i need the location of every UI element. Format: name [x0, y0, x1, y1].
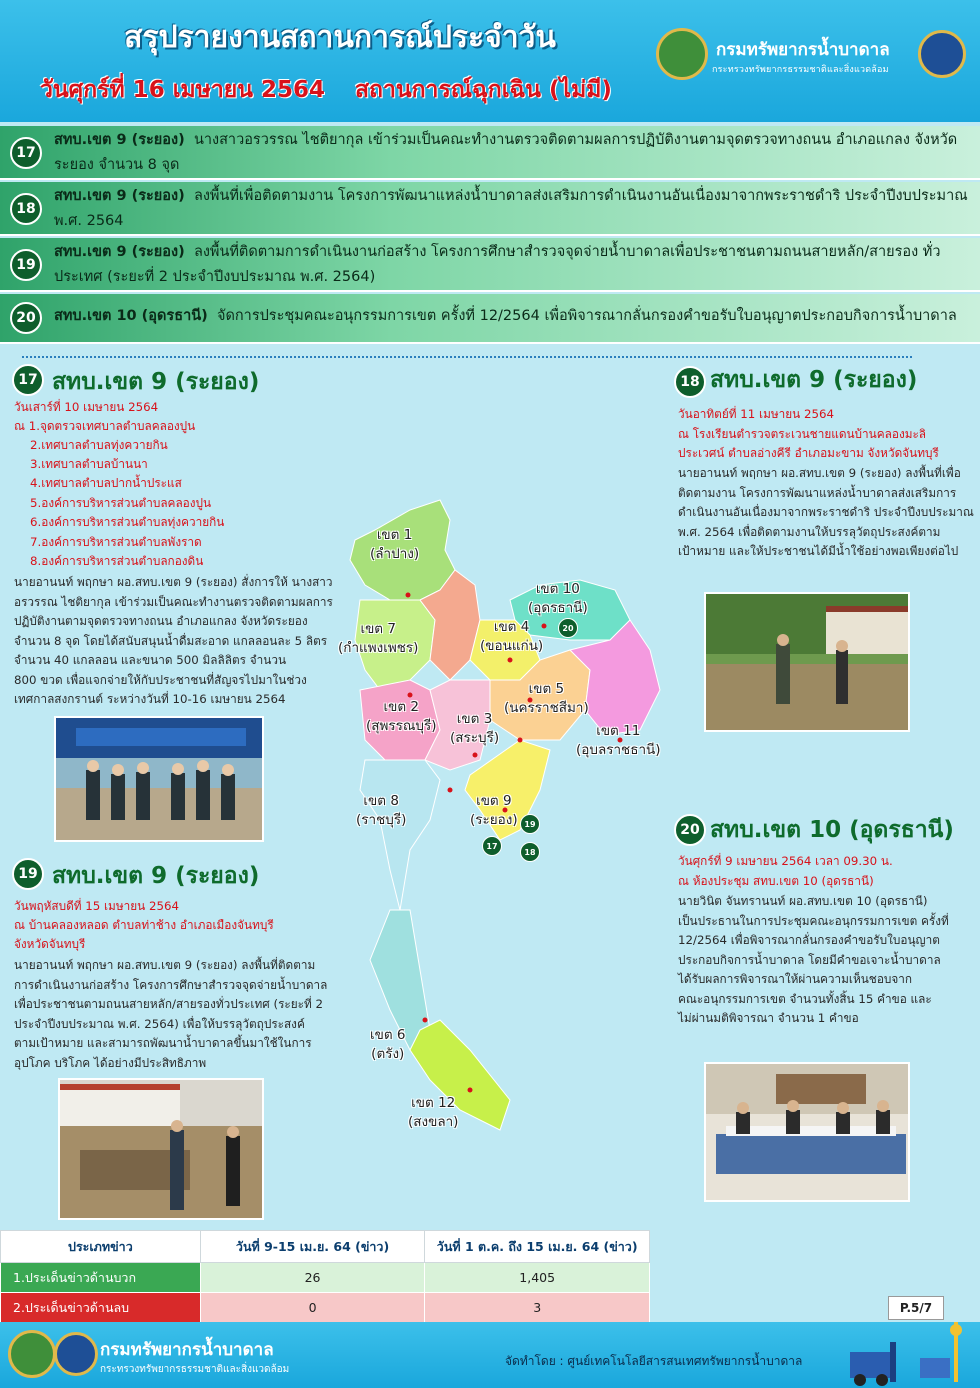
map-zone-label: เขต 3 (สระบุรี) — [450, 711, 500, 746]
location-item: 5.องค์การบริหารส่วนตำบลคลองปูน — [30, 496, 212, 510]
location-item: 8.องค์การบริหารส่วนตำบลกองดิน — [30, 554, 204, 568]
footer-credit: จัดทำโดย : ศูนย์เทคโนโลยีสารสนเทศทรัพยากรน้ำบาดาล — [505, 1354, 803, 1368]
location-item: 6.องค์การบริหารส่วนตำบลทุ่งควายกิน — [30, 515, 225, 529]
map-zone-label: เขต 11 (อุบลราชธานี) — [576, 723, 661, 758]
office-name: สทบ.เขต 10 (อุดรธานี) — [54, 308, 208, 324]
office-name: สทบ.เขต 9 (ระยอง) — [54, 132, 185, 148]
body-line: เทศกาลสงกรานต์ ระหว่างวันที่ 10-16 เมษายน 2564 — [14, 692, 286, 706]
section-place: จังหวัดจันทบุรี — [14, 937, 86, 951]
column-header: ประเภทข่าว — [1, 1231, 201, 1263]
section-place: ณ โรงเรียนตำรวจตระเวนชายแดนบ้านคลองมะลิ — [678, 427, 927, 441]
section-body — [14, 573, 333, 710]
map-pin-badge: 18 — [520, 842, 540, 862]
body-line: เป้าหมาย และให้ประชาชนได้มีน้ำใช้อย่างพอเพียงต่อไป — [678, 544, 959, 558]
office-name: สทบ.เขต 9 (ระยอง) — [54, 244, 185, 260]
body-line: 800 ขวด เพื่อแจกจ่ายให้กับประชาชนที่สัญจรไปมาในช่วง — [14, 672, 307, 687]
location-item: ณ 1.จุดตรวจเทศบาลตำบลคลองปูน — [14, 419, 196, 433]
body-line: นายอานนท์ พฤกษา ผอ.สทบ.เขต 9 (ระยอง) สั่งการให้ นางสาว — [14, 575, 333, 589]
map-zone-label: เขต 12 (สงขลา) — [408, 1095, 459, 1130]
summary-row-19 — [0, 238, 980, 292]
section-date: วันเสาร์ที่ 10 เมษายน 2564 — [14, 400, 159, 414]
map-pin-badge: 20 — [558, 618, 578, 638]
section-place: ประเวศน์ ตำบลอ่างคีรี อำเภอมะขาม จังหวัดจันทบุรี — [678, 446, 939, 460]
body-line: ตามเป้าหมาย และสามารถพัฒนาน้ำบาดาลขึ้นมาใช้ในการ — [14, 1036, 312, 1050]
section-title: สทบ.เขต 9 (ระยอง) — [710, 367, 918, 393]
body-line: ได้รับผลการพิจารณาให้ผ่านความเห็นชอบจาก — [678, 972, 913, 986]
item-number-badge: 17 — [10, 137, 42, 169]
body-line: นายอานนท์ พฤกษา ผอ.สทบ.เขต 9 (ระยอง) ลงพื้นที่ติดตาม — [14, 958, 316, 972]
section-number-badge: 17 — [12, 364, 44, 396]
table-row — [1, 1263, 650, 1293]
body-line: ปฏิบัติงานตามจุดตรวจทางถนน อำเภอแกลง จังหวัดระยอง — [14, 614, 308, 628]
location-item: 3.เทศบาลตำบลบ้านนา — [30, 457, 148, 471]
body-line: จำนวน 8 จุด โดยได้สนับสนุนน้ำดื่มสะอาด แกลลอนละ 5 ลิตร — [14, 633, 328, 648]
location-item: 2.เทศบาลตำบลทุ่งควายกิน — [30, 438, 168, 452]
body-line: 12/2564 เพื่อพิจารณากลั่นกรองคำขอรับใบอนุญาต — [678, 933, 940, 947]
section-body — [678, 892, 949, 1029]
footer-org-name: กรมทรัพยากรน้ำบาดาล — [100, 1340, 274, 1360]
org-name: กรมทรัพยากรน้ำบาดาล — [716, 40, 890, 60]
page-footer — [0, 1322, 980, 1388]
body-line: พ.ศ. 2564 เพื่อติดตามงานให้บรรลุวัตถุประสงค์ตาม — [678, 524, 941, 539]
map-zone-label: เขต 8 (ราชบุรี) — [356, 793, 407, 828]
column-header: วันที่ 1 ต.ค. ถึง 15 เม.ย. 64 (ข่าว) — [425, 1231, 650, 1263]
body-line: คณะอนุกรรมการเขต จำนวนทั้งสิ้น 15 คำขอ และ — [678, 991, 932, 1006]
item-number-badge: 18 — [10, 193, 42, 225]
map-zone-label: เขต 10 (อุดรธานี) — [528, 581, 588, 616]
section-number-badge: 19 — [12, 858, 44, 890]
body-line: จำนวน 40 แกลลอน และขนาด 500 มิลลิลิตร จำนวน — [14, 653, 287, 667]
section-title: สทบ.เขต 10 (อุดรธานี) — [710, 817, 954, 843]
body-line: เพื่อประชาชนตามถนนสายหลัก/สายรองทั่วประเทศ (ระยะที่ 2 — [14, 997, 324, 1011]
page-header — [0, 0, 980, 122]
table-cell: 3 — [425, 1293, 650, 1323]
map-pin-badge: 19 — [520, 814, 540, 834]
body-line: อุปโภค บริโภค ได้อย่างมีประสิทธิภาพ — [14, 1055, 207, 1070]
section-date: วันศุกร์ที่ 9 เมษายน 2564 เวลา 09.30 น. — [678, 854, 893, 868]
page-title: สรุปรายงานสถานการณ์ประจำวัน — [124, 20, 556, 55]
summary-row-18 — [0, 182, 980, 236]
department-seal-icon — [8, 1330, 56, 1378]
section-body — [678, 464, 974, 562]
table-cell: 26 — [200, 1263, 425, 1293]
section-date: วันพฤหัสบดีที่ 15 เมษายน 2564 — [14, 899, 179, 913]
section-number-badge: 18 — [674, 366, 706, 398]
map-zone-label: เขต 7 (กำแพงเพชร) — [338, 621, 419, 656]
emergency-status: สถานการณ์ฉุกเฉิน (ไม่มี) — [355, 77, 612, 103]
summary-text: นางสาวอรวรรณ ไชติยากุล เข้าร่วมเป็นคณะทำงานตรวจติดตามผลการปฏิบัติงานตามจุดตรวจทางถนน อำเภอแกลง จังหวัดระยอง จำนวน 8 จุด — [54, 132, 958, 173]
body-line: นายอานนท์ พฤกษา ผอ.สทบ.เขต 9 (ระยอง) ลงพื้นที่เพื่อ — [678, 466, 961, 480]
item-number-badge: 20 — [10, 302, 42, 334]
body-line: นายวินิต จันทรานนท์ ผอ.สทบ.เขต 10 (อุดรธานี) — [678, 894, 928, 908]
ministry-seal-icon — [918, 30, 966, 78]
drilling-rig-icon — [850, 1322, 970, 1388]
summary-row-20 — [0, 294, 980, 344]
row-label: 2.ประเด็นข่าวด้านลบ — [1, 1293, 201, 1323]
org-subtitle: กระทรวงทรัพยากรธรรมชาติและสิ่งแวดล้อม — [712, 65, 889, 75]
body-line: ประกอบกิจการน้ำบาดาล โดยมีคำขอเจาะน้ำบาดาล — [678, 952, 941, 967]
map-zone-label: เขต 1 (ลำปาง) — [370, 527, 420, 562]
photo-meeting-room — [704, 1062, 910, 1202]
report-date: วันศุกร์ที่ 16 เมษายน 2564 — [40, 77, 326, 103]
section-title: สทบ.เขต 9 (ระยอง) — [52, 369, 260, 395]
body-line: ติดตามงาน โครงการพัฒนาแหล่งน้ำบาดาลส่งเสริมการ — [678, 485, 957, 500]
summary-text: ลงพื้นที่เพื่อติดตามงาน โครงการพัฒนาแหล่งน้ำบาดาลส่งเสริมการดำเนินงานอันเนื่องมาจากพระราชดำริ ประจำปีงบประมาณ พ.ศ. 2564 — [54, 188, 968, 229]
section-place: ณ ห้องประชุม สทบ.เขต 10 (อุดรธานี) — [678, 874, 874, 888]
thailand-map — [330, 490, 680, 1140]
body-line: อรวรรณ ไชติยากุล เข้าร่วมเป็นคณะทำงานตรวจติดตามผลการ — [14, 594, 333, 609]
body-line: เป็นประธานในการประชุมคณะอนุกรรมการเขต ครั้งที่ — [678, 913, 949, 928]
map-zone-label: เขต 4 (ขอนแก่น) — [480, 619, 544, 654]
map-pin-badge: 17 — [482, 836, 502, 856]
page-number: P.5/7 — [888, 1296, 944, 1320]
section-number-badge: 20 — [674, 814, 706, 846]
ministry-seal-icon — [54, 1332, 98, 1376]
photo-checkpoint — [54, 716, 264, 842]
body-line: ดำเนินงานอันเนื่องมาจากพระราชดำริ ประจำปีงบประมาณ — [678, 505, 974, 519]
table-row — [1, 1293, 650, 1323]
body-line: ไม่ผ่านมติพิจารณา จำนวน 1 คำขอ — [678, 1011, 859, 1025]
column-header: วันที่ 9-15 เม.ย. 64 (ข่าว) — [200, 1231, 425, 1263]
summary-text: จัดการประชุมคณะอนุกรรมการเขต ครั้งที่ 12/2564 เพื่อพิจารณากลั่นกรองคำขอรับใบอนุญาตประกอบกิจการน้ำบาดาล — [216, 308, 957, 324]
footer-org-subtitle: กระทรวงทรัพยากรธรรมชาติและสิ่งแวดล้อม — [100, 1364, 290, 1375]
body-line: การดำเนินงานก่อสร้าง โครงการศึกษาสำรวจจุดจ่ายน้ำบาดาล — [14, 977, 328, 992]
map-zone-label: เขต 6 (ตรัง) — [370, 1027, 406, 1062]
department-seal-icon — [656, 28, 708, 80]
summary-row-17 — [0, 126, 980, 180]
photo-school-site — [704, 592, 910, 732]
section-title: สทบ.เขต 9 (ระยอง) — [52, 863, 260, 889]
row-label: 1.ประเด็นข่าวด้านบวก — [1, 1263, 201, 1293]
item-number-badge: 19 — [10, 249, 42, 281]
photo-well-construction — [58, 1078, 264, 1220]
map-zone-label: เขต 5 (นครราชสีมา) — [504, 681, 589, 716]
table-cell: 0 — [200, 1293, 425, 1323]
table-cell: 1,405 — [425, 1263, 650, 1293]
location-item: 7.องค์การบริหารส่วนตำบลพังราด — [30, 535, 202, 549]
news-stats-table — [0, 1230, 650, 1323]
section-body — [14, 956, 327, 1073]
body-line: ประจำปีงบประมาณ พ.ศ. 2564) เพื่อให้บรรลุวัตถุประสงค์ — [14, 1016, 305, 1031]
section-divider — [22, 356, 912, 358]
office-name: สทบ.เขต 9 (ระยอง) — [54, 188, 185, 204]
summary-text: ลงพื้นที่ติดตามการดำเนินงานก่อสร้าง โครงการศึกษาสำรวจจุดจ่ายน้ำบาดาลเพื่อประชาชนตามถนนสายหลัก/สายรอง ทั่วประเทศ (ระยะที่ 2 ประจำปีงบประมาณ พ.ศ. 2564) — [54, 244, 941, 285]
map-zone-label: เขต 2 (สุพรรณบุรี) — [366, 699, 437, 734]
section-date: วันอาทิตย์ที่ 11 เมษายน 2564 — [678, 407, 834, 421]
location-item: 4.เทศบาลตำบลปากน้ำประแส — [30, 476, 182, 490]
map-zone-label: เขต 9 (ระยอง) — [470, 793, 518, 828]
section-place: ณ บ้านคลองหลอด ตำบลท่าช้าง อำเภอเมืองจันทบุรี — [14, 918, 274, 932]
